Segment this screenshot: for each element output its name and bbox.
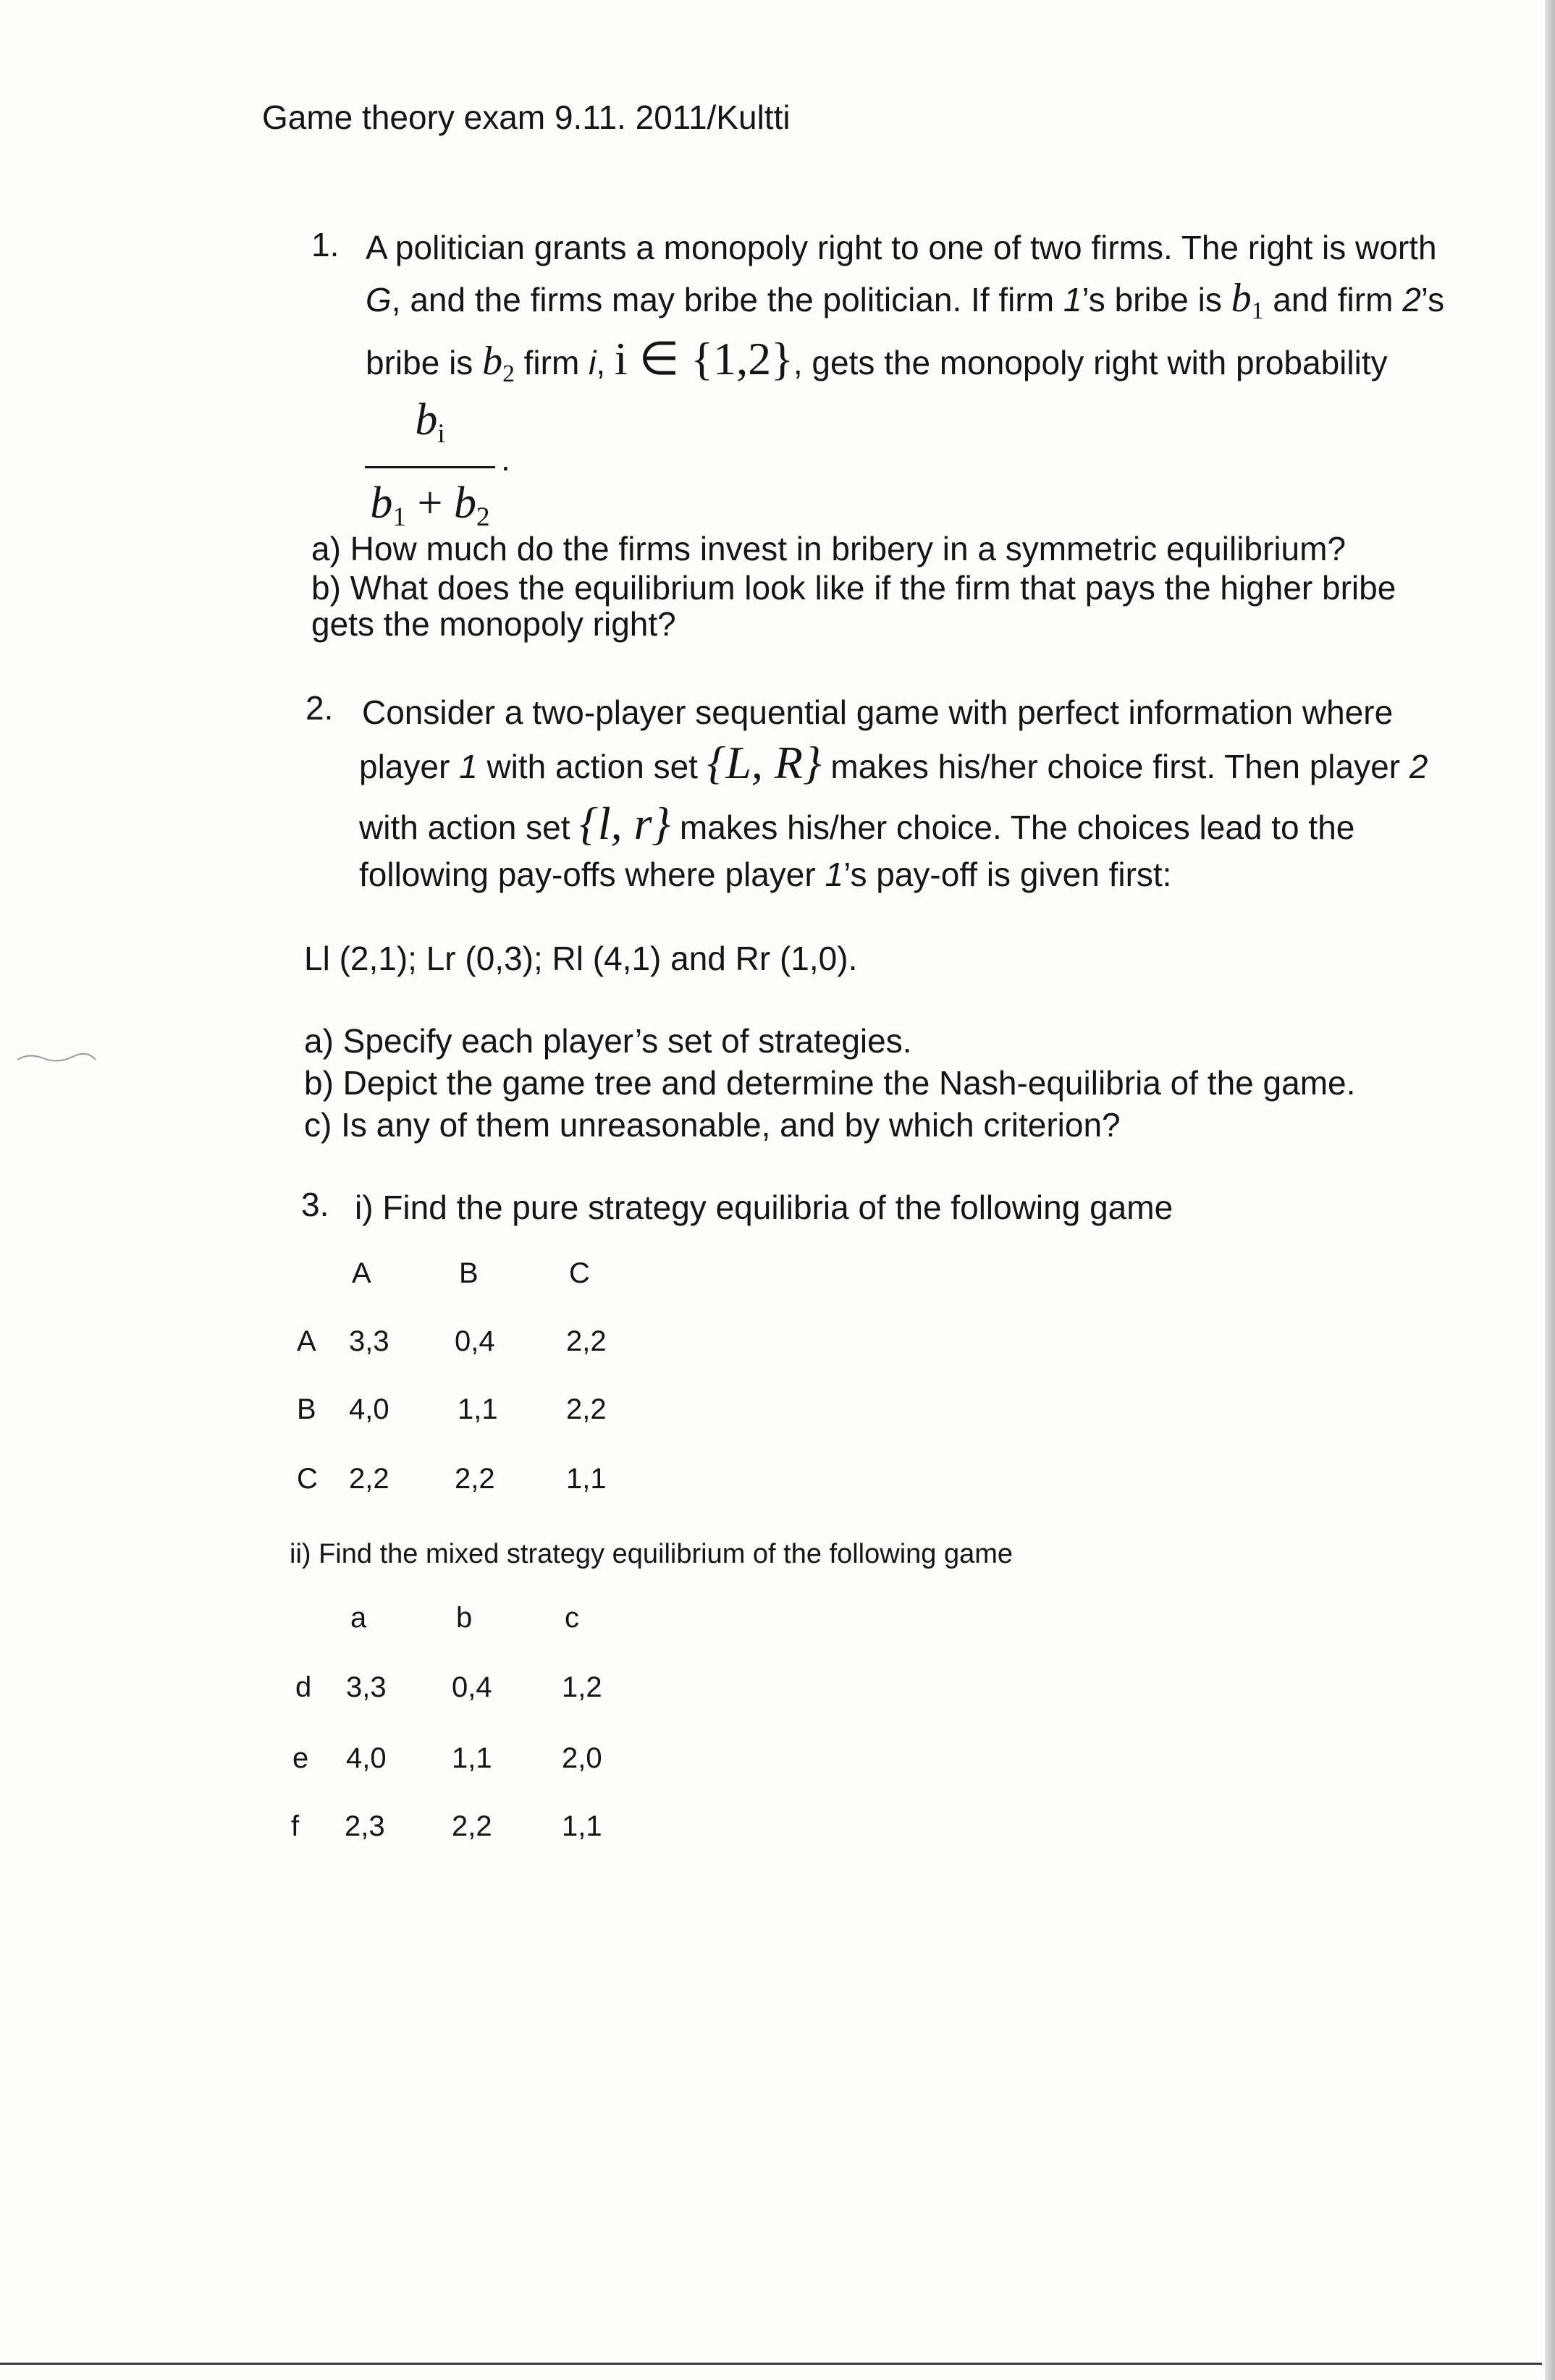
game1-cell: 4,0 [349,1393,389,1425]
game1-row-label: A [297,1325,316,1357]
q1-probability-fraction [365,391,495,545]
game1-col-header: A [352,1257,371,1289]
q1-line2: G, and the firms may bribe the politician. If firm 1’s bribe is $b_1$ and firm 2’s [366,276,1445,325]
game1-cell: 1,1 [458,1393,498,1425]
q1-line3: bribe is $b_2$ firm i, i ∈ {1,2}, gets the monopoly right with probability [366,333,1388,388]
q1-var-b1: $b_1$ [1231,276,1264,325]
fraction-numerator: $b_i$ [415,395,445,450]
game2-cell: 1,2 [562,1671,602,1703]
q1-number: 1. [311,226,340,263]
game2-cell: 4,0 [346,1742,387,1774]
game1-row-label: B [297,1393,316,1425]
q2-part-a: a) Specify each player’s set of strategies. [304,1022,912,1060]
game2-cell: 2,2 [452,1810,492,1842]
q1-part-b-line1: b) What does the equilibrium look like if the firm that pays the higher bribe [311,569,1396,607]
stray-pen-mark [14,1042,101,1071]
game1-cell: 2,2 [455,1463,495,1495]
game2-cell: 3,3 [346,1671,387,1703]
q3-part-i-title: i) Find the pure strategy equilibria of the following game [355,1189,1173,1226]
game2-cell: 2,0 [562,1742,602,1774]
game2-col-header: c [565,1602,579,1634]
q1-var-b2: $b_2$ [482,339,515,388]
q2-line2: player 1 with action set {L, R} makes his/her choice first. Then player 2 [359,737,1428,788]
q2-part-b: b) Depict the game tree and determine the Nash-equilibria of the game. [304,1064,1356,1102]
q2-line3: with action set {l, r} makes his/her choice. The choices lead to the [359,798,1355,849]
game2-cell: 1,1 [452,1742,492,1774]
game2-col-header: a [350,1602,367,1634]
q1-index-set: i ∈ {1,2} [614,333,793,384]
game1-cell: 3,3 [349,1325,389,1357]
game2-row-label: f [291,1810,300,1842]
game2-row-label: d [295,1671,312,1703]
scan-bottom-edge-line [0,2363,1542,2365]
game1-cell: 2,2 [566,1393,607,1425]
game1-col-header: B [459,1257,479,1289]
page-title: Game theory exam 9.11. 2011/Kultti [262,98,791,136]
q2-player2-action-set: {l, r} [579,798,671,849]
fraction-period: . [501,440,510,478]
q1-part-b-line2: gets the monopoly right? [311,605,676,643]
q2-payoffs: Ll (2,1); Lr (0,3); Rl (4,1) and Rr (1,0). [304,940,858,977]
q1-part-a: a) How much do the firms invest in bribery in a symmetric equilibrium? [311,530,1347,567]
game1-cell: 2,2 [349,1463,389,1495]
game2-row-label: e [292,1742,309,1774]
game2-col-header: b [456,1602,473,1634]
fraction-denominator: $b_1 + b_2$ [370,478,490,533]
q2-line1: Consider a two-player sequential game with perfect information where [362,693,1394,731]
q3-number: 3. [301,1186,329,1223]
game1-col-header: C [569,1257,590,1289]
game2-cell: 1,1 [562,1810,602,1842]
game2-cell: 0,4 [452,1671,492,1703]
q2-line4: following pay-offs where player 1’s pay-off is given first: [359,856,1172,893]
q2-number: 2. [305,689,334,727]
q2-part-c: c) Is any of them unreasonable, and by which criterion? [304,1106,1121,1144]
fraction-bar [365,466,495,468]
game1-cell: 2,2 [566,1325,607,1357]
game1-row-label: C [297,1463,318,1495]
q1-line1: A politician grants a monopoly right to one of two firms. The right is worth [366,229,1437,266]
game1-cell: 0,4 [455,1325,495,1357]
game1-cell: 1,1 [566,1463,607,1495]
game2-cell: 2,3 [345,1810,385,1842]
scan-right-edge-shadow [1545,0,1555,2380]
q3-part-ii-title: ii) Find the mixed strategy equilibrium of the following game [290,1539,1014,1569]
q1-var-g: G [366,281,392,318]
q2-player1-action-set: {L, R} [707,737,822,788]
